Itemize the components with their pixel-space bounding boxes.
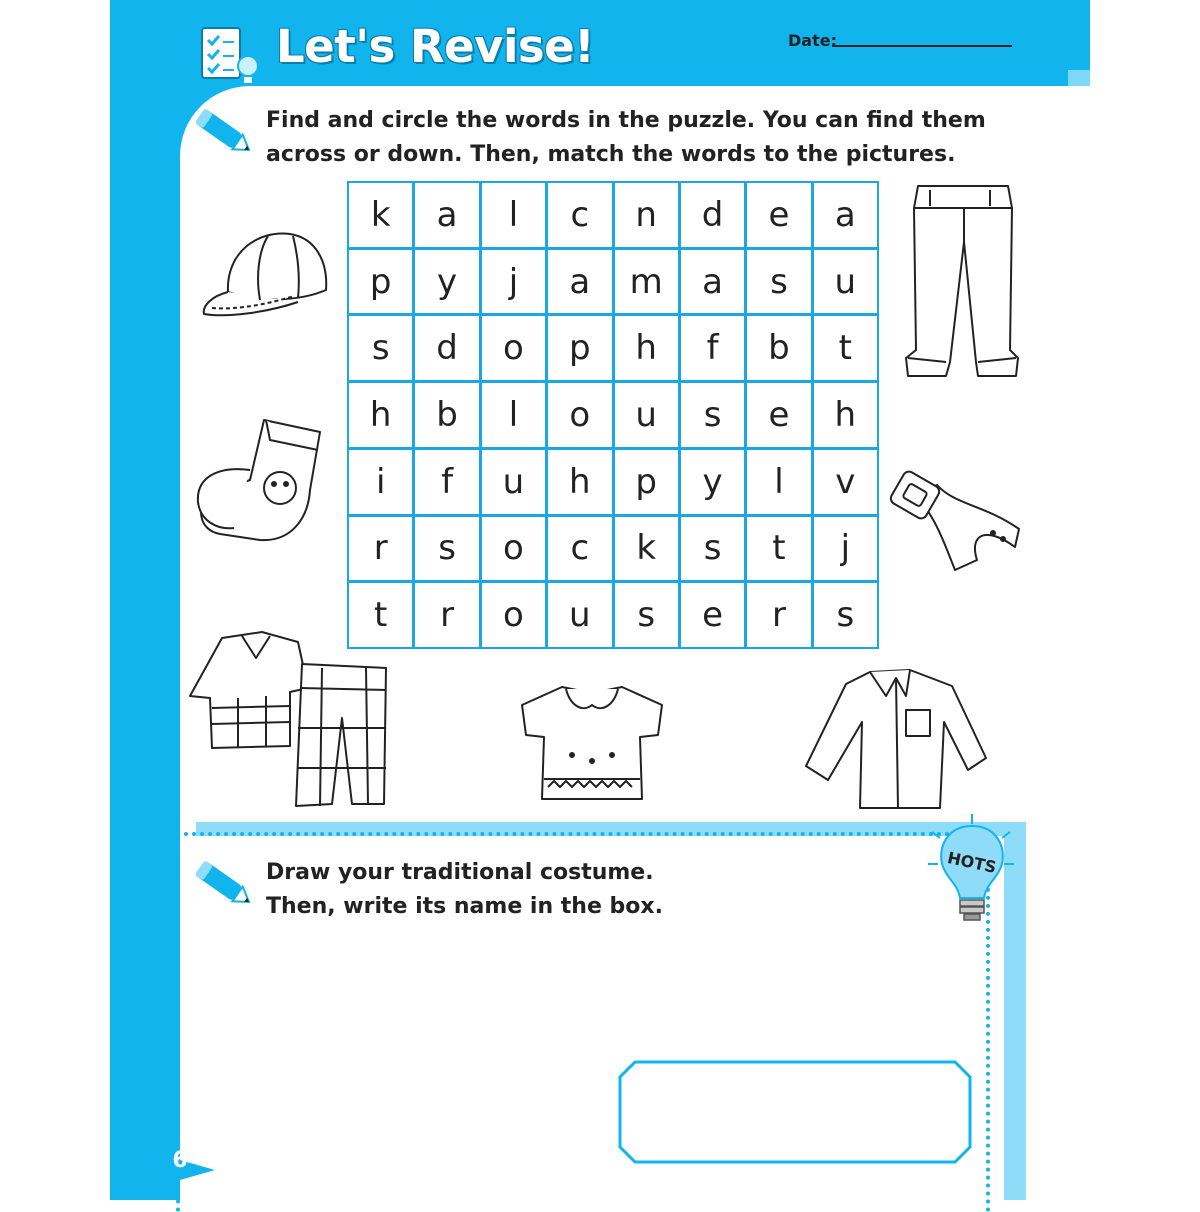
grid-cell[interactable]: u [548, 583, 611, 647]
grid-cell[interactable]: r [747, 583, 810, 647]
grid-cell[interactable]: r [415, 583, 478, 647]
grid-cell[interactable]: y [681, 450, 744, 514]
checklist-icon [198, 22, 264, 88]
grid-cell[interactable]: h [349, 383, 412, 447]
grid-cell[interactable]: s [681, 383, 744, 447]
grid-cell[interactable]: a [548, 250, 611, 314]
grid-cell[interactable]: d [681, 183, 744, 247]
grid-cell[interactable]: t [814, 316, 877, 380]
grid-cell[interactable]: r [349, 517, 412, 581]
grid-cell[interactable]: l [482, 183, 545, 247]
grid-cell[interactable]: b [415, 383, 478, 447]
grid-cell[interactable]: u [814, 250, 877, 314]
grid-cell[interactable]: s [349, 316, 412, 380]
pyjamas-picture[interactable] [182, 628, 392, 808]
hots-badge: HOTS [945, 848, 999, 877]
grid-cell[interactable]: h [814, 383, 877, 447]
grid-cell[interactable]: a [814, 183, 877, 247]
grid-cell[interactable]: p [349, 250, 412, 314]
grid-cell[interactable]: o [482, 316, 545, 380]
grid-cell[interactable]: c [548, 183, 611, 247]
shirt-picture[interactable] [800, 662, 995, 812]
grid-cell[interactable]: l [482, 383, 545, 447]
grid-cell[interactable]: l [747, 450, 810, 514]
grid-cell[interactable]: e [747, 383, 810, 447]
grid-cell[interactable]: t [349, 583, 412, 647]
grid-cell[interactable]: s [415, 517, 478, 581]
activity2-instructions [266, 856, 663, 924]
grid-cell[interactable]: e [681, 583, 744, 647]
grid-cell[interactable]: i [349, 450, 412, 514]
page-title: Let's Revise! [276, 20, 595, 73]
grid-cell[interactable]: d [415, 316, 478, 380]
instruction-line: Find and circle the words in the puzzle. You can find them [266, 108, 986, 133]
grid-cell[interactable]: h [548, 450, 611, 514]
grid-cell[interactable]: j [482, 250, 545, 314]
grid-cell[interactable]: s [814, 583, 877, 647]
grid-cell[interactable]: c [548, 517, 611, 581]
grid-cell[interactable]: o [548, 383, 611, 447]
grid-cell[interactable]: k [615, 517, 678, 581]
grid-cell[interactable]: j [814, 517, 877, 581]
grid-cell[interactable]: y [415, 250, 478, 314]
grid-cell[interactable]: u [482, 450, 545, 514]
word-search-grid [347, 181, 879, 649]
grid-cell[interactable]: p [615, 450, 678, 514]
activity1-instructions [266, 104, 986, 172]
grid-cell[interactable]: f [415, 450, 478, 514]
grid-cell[interactable]: h [615, 316, 678, 380]
instruction-line: across or down. Then, match the words to the pictures. [266, 142, 956, 167]
grid-cell[interactable]: n [615, 183, 678, 247]
grid-cell[interactable]: k [349, 183, 412, 247]
grid-cell[interactable]: s [747, 250, 810, 314]
grid-cell[interactable]: e [747, 183, 810, 247]
grid-cell[interactable]: t [747, 517, 810, 581]
pencil-icon [188, 855, 258, 915]
belt-picture[interactable] [885, 465, 1025, 580]
blouse-picture[interactable] [512, 675, 672, 810]
grid-cell[interactable]: s [681, 517, 744, 581]
grid-cell[interactable]: p [548, 316, 611, 380]
socks-picture[interactable] [190, 410, 330, 550]
date-label: Date: [788, 31, 837, 50]
trousers-picture[interactable] [900, 180, 1020, 380]
grid-cell[interactable]: o [482, 517, 545, 581]
instruction-line: Draw your traditional costume. [266, 860, 654, 885]
grid-cell[interactable]: o [482, 583, 545, 647]
grid-cell[interactable]: s [615, 583, 678, 647]
pencil-icon [188, 103, 258, 163]
grid-cell[interactable]: b [747, 316, 810, 380]
cap-picture[interactable] [198, 222, 333, 322]
costume-name-box[interactable] [617, 1059, 973, 1165]
grid-cell[interactable]: f [681, 316, 744, 380]
hots-lightbulb-icon [926, 812, 1016, 927]
instruction-line: Then, write its name in the box. [266, 894, 663, 919]
grid-cell[interactable]: v [814, 450, 877, 514]
grid-cell[interactable]: a [681, 250, 744, 314]
date-field-line[interactable] [832, 45, 1012, 47]
grid-cell[interactable]: a [415, 183, 478, 247]
grid-cell[interactable]: u [615, 383, 678, 447]
grid-cell[interactable]: m [615, 250, 678, 314]
page-number: 6 [172, 1148, 188, 1173]
